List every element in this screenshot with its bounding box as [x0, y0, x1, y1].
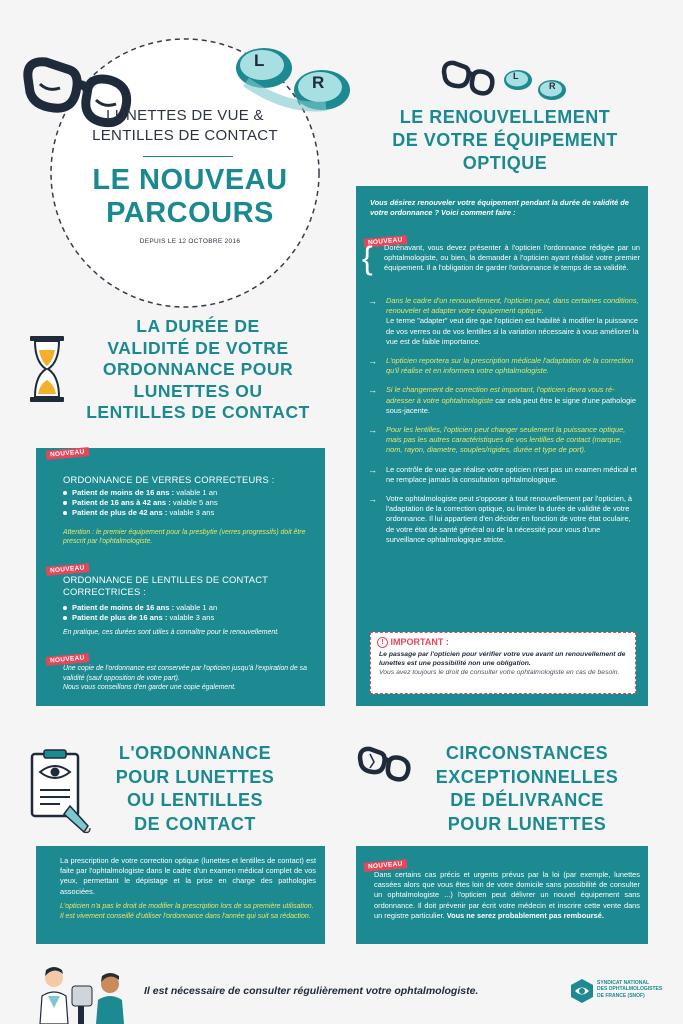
contact-lenses-small-icon: [500, 66, 572, 106]
nouveau-badge: NOUVEAU: [46, 563, 89, 576]
list-item: → Dans le cadre d'un renouvellement, l'opticien peut, dans certaines conditions, renouveler et adapter votre équipement optique. Le terme "adapter" veut dire que l'opticien est habilité à modifier la puissance de vos verres ou de vos lentilles si la variation nécessaire à vous améliorer la vue est de faible importance.: [368, 296, 639, 346]
circonstances-p1: Dans certains cas précis et urgents prévus par la loi (par exemple, lunettes cassées alors que vous êtes loin de votre domicile sans possibilité de consulter un ophtalmologiste ...) l'opticien peut délivrer un nouvel équipement sans ordonnance. Il doit prévenir par écrit votre médecin et inscrire cette vente dans un registre particulier. Vous ne serez probablement pas remboursé.: [374, 870, 640, 920]
duree-title-line3: ORDONNANCE POUR: [102, 359, 294, 379]
list-item: Patient de plus de 16 ans : valable 3 ans: [58, 613, 318, 623]
lens-right-small-label: R: [549, 81, 556, 91]
page-title-line1: LE NOUVEAU: [92, 164, 288, 196]
brace-icon: {: [362, 240, 373, 276]
nouveau-badge: NOUVEAU: [364, 235, 407, 248]
circonstances-title-line3: DE DÉLIVRANCE: [450, 790, 604, 810]
list-item: Patient de moins de 16 ans : valable 1 an: [58, 603, 318, 613]
glasses-small-icon: [440, 56, 496, 100]
copie-note: Une copie de l'ordonnance est conservée par l'opticien jusqu'à l'expiration de sa validité (sauf opposition de votre part). Nous vous conseillons d'en garder une copie également.: [63, 665, 307, 691]
arrow-icon: →: [368, 494, 377, 505]
ordonnance-title-line4: DE CONTACT: [134, 813, 256, 834]
page-title-line2: PARCOURS: [106, 197, 274, 229]
snof-logo-icon: [570, 978, 594, 1004]
list-item: → L'opticien reportera sur la prescription médicale l'adaptation de la correction qu'il réalise et en informera votre ophtalmologiste.: [368, 356, 634, 376]
renouvellement-title-line2: DE VOTRE ÉQUIPEMENT: [392, 130, 618, 150]
nouveau-badge: NOUVEAU: [46, 447, 89, 460]
list-item: → Pour les lentilles, l'opticien peut changer seulement la puissance optique, mais pas les autres caractéristiques de vos lentilles de contact (marque, nom, rayon, diametre, souples/rigides, durée et type de port).: [368, 425, 626, 455]
list-item: → Si le changement de correction est important, l'opticien devra vous ré-adresser à votre ophtalmologiste car cela peut être le signe d'une pathologie sous-jacente.: [368, 385, 636, 415]
arrow-icon: →: [368, 464, 377, 475]
renouvellement-title-line1: LE RENOUVELLEMENT: [399, 107, 611, 127]
duree-title-line2: VALIDITÉ DE VOTRE: [107, 337, 289, 358]
arrow-icon: →: [368, 296, 377, 306]
duree-title-line4: LUNETTES OU: [133, 380, 263, 401]
list-item: → Le contrôle de vue que réalise votre opticien n'est pas un examen médical et ne remplace jamais la consultation ophtalmologique.: [368, 464, 637, 484]
lens-left-small-label: L: [513, 71, 519, 81]
renouvellement-p1: Dorénavant, vous devez présenter à l'opticien l'ordonnance rédigée par un ophtalmologiste, ou bien, la demander à l'opticien ayant réalisé votre premier équipement. Il a l'obligation de garder l'ordonnance le temps de sa validité.: [384, 243, 640, 273]
list-item: Patient de plus de 42 ans : valable 3 ans: [58, 508, 318, 518]
doctor-patient-illustration: [32, 962, 132, 1024]
header-divider: [143, 156, 233, 157]
important-text: Le passage par l'opticien pour vérifier votre vue avant un renouvellement de lunettes est une possibilité non une obligation. Vous avez toujours le droit de consulter votre ophtalmologiste en cas de besoin.: [379, 651, 626, 676]
renouvellement-title: [350, 106, 660, 175]
renouvellement-box: [356, 186, 648, 706]
header-subtitle-line2: LENTILLES DE CONTACT: [92, 127, 278, 144]
lentilles-list: [58, 603, 318, 623]
header-subtitle-line1: LUNETTES DE VUE &: [106, 107, 264, 124]
nouveau-badge: NOUVEAU: [46, 653, 89, 666]
important-label: IMPORTANT :: [390, 637, 449, 647]
ordonnance-title-line3: OU LENTILLES: [127, 790, 263, 810]
page-title: [60, 164, 320, 230]
arrow-icon: →: [368, 425, 377, 436]
pratique-note: En pratique, ces durées sont utiles à connaître pour le renouvellement.: [63, 629, 280, 636]
warning-icon: !: [377, 637, 388, 648]
lens-left-label: L: [254, 51, 265, 70]
renouvellement-title-line3: OPTIQUE: [462, 153, 548, 173]
important-box: [370, 632, 636, 694]
important-header: [377, 637, 449, 648]
list-item: Patient de moins de 16 ans : valable 1 an: [58, 488, 318, 498]
list-item: → Votre ophtalmologiste peut s'opposer à tout renouvellement par l'opticien, à l'adaptation de la correction optique, ou limiter la durée de validité de votre ordonnance. Il lui appartient d'en décider en fonction de votre état oculaire, de votre état de santé général ou de la nécessité pour vous d'une surveillance ophtalmologique stricte.: [368, 494, 633, 544]
duree-title: [48, 316, 348, 424]
ordonnance-title-line1: L'ORDONNANCE: [118, 743, 272, 763]
arrow-icon: →: [368, 356, 377, 367]
duree-box: [36, 448, 325, 706]
circonstances-title-line4: POUR LUNETTES: [447, 813, 607, 834]
header-date: DEPUIS LE 12 OCTOBRE 2016: [139, 238, 241, 245]
header-subtitle: [70, 106, 300, 146]
ordonnance-title: [80, 742, 310, 836]
duree-title-line1: LA DURÉE DE: [136, 316, 260, 336]
arrow-icon: →: [368, 385, 377, 396]
nouveau-badge: NOUVEAU: [364, 859, 407, 872]
footer-message: Il est nécessaire de consulter régulièrement votre ophtalmologiste.: [144, 985, 479, 997]
lens-right-label: R: [312, 73, 325, 92]
circonstances-title-line2: EXCEPTIONNELLES: [435, 766, 619, 787]
circonstances-box: [356, 846, 648, 944]
attention-note: Attention : le premier équipement pour la presbytie (verres progressifs) doit être prescrit par l'ophtalmologiste.: [63, 529, 306, 545]
lentilles-title: ORDONNANCE DE LENTILLES DE CONTACT CORRECTRICES :: [63, 574, 269, 597]
ordonnance-p1: La prescription de votre correction optique (lunettes et lentilles de contact) est faite par l'ophtalmologiste dans le cadre d'un examen médical complet de vos yeux, permettant le dépistage et la prise en charge des pathologies associées.: [60, 856, 316, 896]
circonstances-title-line1: CIRCONSTANCES: [445, 743, 609, 763]
ordonnance-p2: L'opticien n'a pas le droit de modifier la prescription lors de sa première utilisation. Il est vivement conseillé d'utiliser l'ordonnance dans l'année qui suit sa rédaction.: [60, 903, 314, 920]
snof-logo-text: SYNDICAT NATIONAL DES OPHTALMOLOGISTES DE FRANCE (SNOF): [597, 980, 663, 999]
ordonnance-title-line2: POUR LUNETTES: [115, 766, 275, 787]
list-item: Patient de 16 ans à 42 ans : valable 5 ans: [58, 498, 318, 508]
renouvellement-items: [368, 296, 640, 554]
ordonnance-box: [36, 846, 325, 944]
verres-title: ORDONNANCE DE VERRES CORRECTEURS :: [63, 474, 275, 485]
renouvellement-intro: Vous désirez renouveler votre équipement pendant la durée de validité de votre ordonnance ? Voici comment faire :: [370, 198, 629, 217]
circonstances-title: [402, 742, 652, 836]
verres-list: [58, 488, 318, 518]
duree-title-line5: LENTILLES DE CONTACT: [86, 402, 310, 422]
